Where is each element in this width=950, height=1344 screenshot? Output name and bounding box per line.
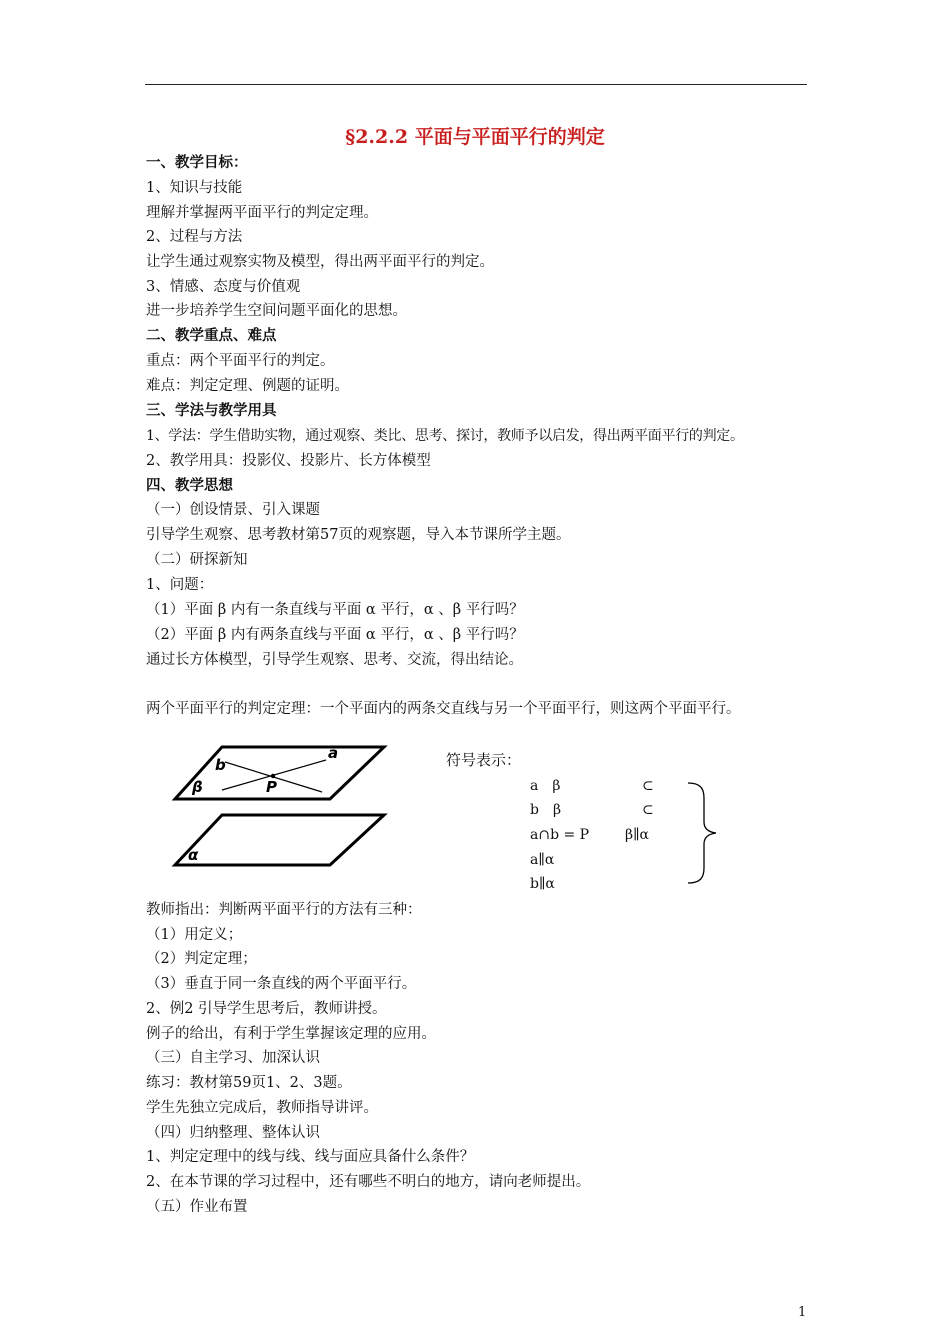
symbol-row-1: a β	[530, 778, 561, 794]
text-line: （3）垂直于同一条直线的两个平面平行。	[146, 976, 417, 992]
subset-symbol: ⊂	[642, 778, 654, 794]
text-line: （四）归纳整理、整体认识	[146, 1125, 320, 1141]
text-line: 引导学生观察、思考教材第57页的观察题，导入本节课所学主题。	[146, 527, 571, 543]
text-line: 让学生通过观察实物及模型，得出两平面平行的判定。	[146, 254, 494, 270]
text-line: 1、判定定理中的线与线、线与面应具备什么条件？	[146, 1149, 475, 1165]
label-a: a	[328, 744, 339, 762]
text-line: （1）用定义；	[146, 927, 243, 943]
text-line: （2）平面 β 内有两条直线与平面 α 平行，α 、β 平行吗？	[146, 627, 524, 643]
label-b: b	[215, 756, 226, 774]
header-rule	[145, 84, 807, 85]
text-line: 通过长方体模型，引导学生观察、思考、交流，得出结论。	[146, 652, 523, 668]
text-line: （一）创设情景、引入课题	[146, 502, 320, 518]
symbol-row-2: b β	[530, 802, 562, 818]
text-line: 3、情感、态度与价值观	[146, 279, 301, 295]
heading-methods: 三、学法与教学用具	[146, 402, 277, 419]
text-line: 1、问题：	[146, 577, 214, 593]
text-line: 1、知识与技能	[146, 180, 243, 196]
theorem-line: 两个平面平行的判定定理：一个平面内的两条交直线与另一个平面平行，则这两个平面平行。	[146, 701, 741, 717]
text-line: 2、过程与方法	[146, 229, 243, 245]
right-brace	[684, 780, 724, 886]
text-line: 练习：教材第59页1、2、3题。	[146, 1075, 352, 1091]
text-line: 进一步培养学生空间问题平面化的思想。	[146, 303, 407, 319]
text-line: （2）判定定理；	[146, 951, 257, 967]
text-line: 1、学法：学生借助实物，通过观察、类比、思考、探讨，教师予以启发，得出两平面平行的判定。	[146, 428, 744, 444]
text-line: 理解并掌握两平面平行的判定定理。	[146, 205, 378, 221]
subset-symbol: ⊂	[642, 802, 654, 818]
symbol-row-3: a∩b = P	[530, 827, 590, 843]
text-line: 2、在本节课的学习过程中，还有哪些不明白的地方，请向老师提出。	[146, 1174, 591, 1190]
text-line: （三）自主学习、加深认识	[146, 1050, 320, 1066]
label-alpha: α	[188, 846, 199, 864]
symbols-heading: 符号表示：	[446, 751, 522, 769]
page-title: §2.2.2 平面与平面平行的判定	[345, 126, 605, 148]
text-line: 重点：两个平面平行的判定。	[146, 353, 335, 369]
heading-teaching-ideas: 四、教学思想	[146, 477, 233, 494]
label-p: P	[266, 778, 277, 796]
symbol-row-5: b∥α	[530, 876, 555, 892]
text-line: （1）平面 β 内有一条直线与平面 α 平行，α 、β 平行吗？	[146, 602, 524, 618]
text-line: 学生先独立完成后，教师指导讲评。	[146, 1100, 378, 1116]
label-beta: β	[192, 778, 203, 796]
text-line: 2、教学用具：投影仪、投影片、长方体模型	[146, 453, 431, 469]
parallel-planes-figure	[170, 740, 390, 870]
heading-objectives: 一、教学目标：	[146, 154, 248, 171]
text-line: 难点：判定定理、例题的证明。	[146, 378, 349, 394]
text-line: 例子的给出，有利于学生掌握该定理的应用。	[146, 1026, 436, 1042]
symbol-conclusion: β∥α	[625, 827, 650, 843]
text-line: （五）作业布置	[146, 1199, 248, 1215]
symbol-row-4: a∥α	[530, 852, 555, 868]
plane-alpha-outline	[175, 815, 384, 865]
heading-key-points: 二、教学重点、难点	[146, 327, 277, 344]
text-line: 2、例2 引导学生思考后，教师讲授。	[146, 1001, 387, 1017]
text-line: （二）研探新知	[146, 552, 248, 568]
text-line: 教师指出：判断两平面平行的方法有三种：	[146, 902, 422, 918]
page-number: 1	[798, 1305, 807, 1320]
